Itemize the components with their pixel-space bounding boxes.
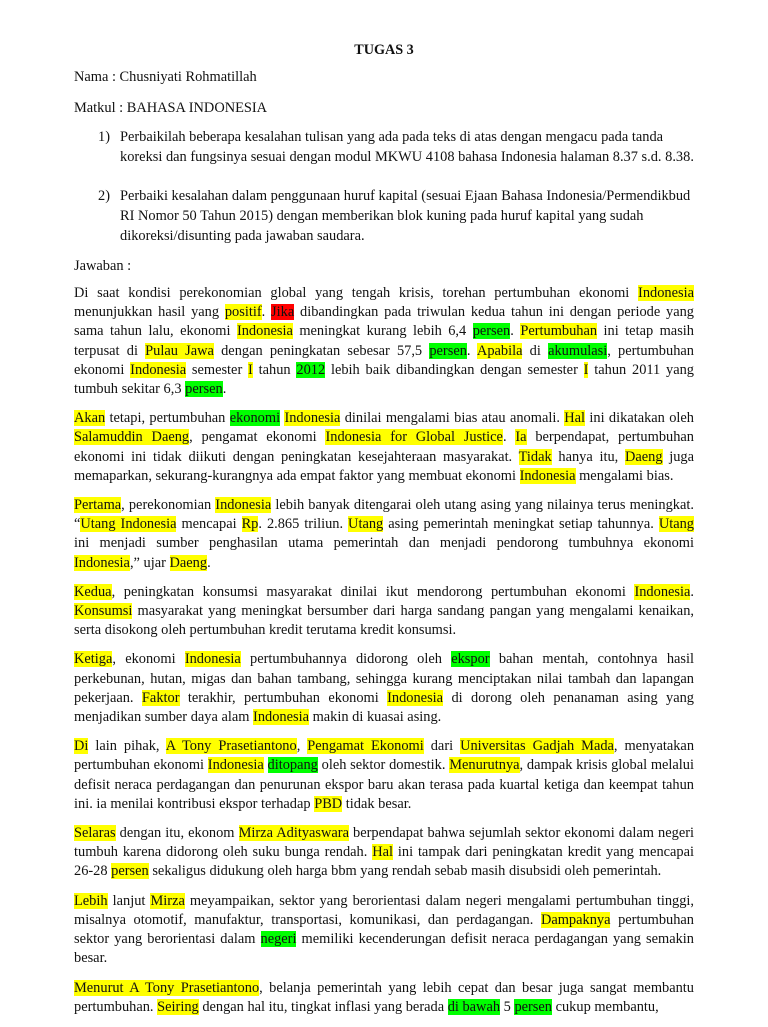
highlighted-word: Utang Indonesia [80,516,177,533]
text-run: , belanja pemerintah yang lebih cepat dan besar juga sangat membantu pertumbuhan. [74,979,694,1015]
text-run: terakhir, pertumbuhan ekonomi [179,689,388,706]
highlighted-word: I [248,361,253,378]
text-run: menunjukkan hasil yang [74,304,225,321]
highlighted-word: Seiring [157,998,199,1015]
text-run: dengan peningkatan sebesar 57,5 [213,342,430,359]
highlighted-word: negeri [260,931,297,948]
task-number: 2) [98,188,110,204]
highlighted-word: ekspor [451,651,490,668]
student-name: Nama : Chusniyati Rohmatillah [74,69,257,85]
highlighted-word: Pengamat Ekonomi [307,738,424,755]
text-run: lebih baik dibandingkan dengan semester [325,361,584,378]
highlighted-word: Indonesia [215,497,272,514]
text-run: ini menjadi sumber penghasilan utama pemerintah dan menjadi pendorong tumbuhnya ekonomi [74,535,694,552]
text-run: Di saat kondisi perekonomian global yang tengah krisis, torehan pertumbuhan ekonomi [74,285,639,301]
highlighted-word: Hal [372,844,394,861]
highlighted-word: Utang [658,516,694,533]
text-run: meningkat kurang lebih 6,4 [292,323,473,340]
highlighted-word: A Tony Prasetiantono [165,738,297,755]
highlighted-word: Hal [564,410,586,427]
highlighted-word: akumulasi [548,342,608,359]
highlighted-word: Indonesia [184,651,241,668]
text-run: dengan hal itu, tingkat inflasi yang berada [198,998,448,1015]
text-run: pertumbuhannya didorong oleh [240,651,452,668]
highlighted-word: Indonesia [74,554,130,571]
answer-paragraph [74,409,694,486]
highlighted-word: PBD [314,795,343,812]
highlighted-word: Tidak [518,448,552,465]
highlighted-word: Universitas Gadjah Mada [460,738,614,755]
text-run: dibandingkan pada triwulan kedua tahun ini dengan periode yang sama tahun lalu, ekonomi [74,304,694,340]
answer-paragraph [74,824,694,882]
highlighted-word: Mirza Adityaswara [238,825,349,842]
text-run: sekaligus didukung oleh harga bbm yang rendah sebab masih disubsidi oleh pemerintah. [148,863,662,880]
text-run: , peningkatan konsumsi masyarakat dinilai ikut mendorong pertumbuhan ekonomi [111,583,635,600]
highlighted-word: Daeng [624,448,663,465]
highlighted-word: ditopang [267,757,318,774]
highlighted-word: persen [472,323,511,340]
highlighted-word: Indonesia [387,689,444,706]
highlighted-word: persen [514,998,552,1015]
text-run: ini tetap masih terpusat di [74,323,694,359]
highlighted-word: Salamuddin Daeng [74,429,190,446]
task-number: 1) [98,129,110,145]
highlighted-word: ekonomi [229,410,281,427]
highlighted-word: Pertumbuhan [520,323,598,340]
text-run: di dorong oleh penanaman asing yang menjadikan sumber daya alam [74,689,694,726]
text-run: , perekonomian [121,497,216,514]
text-run: , dampak krisis global melalui defisit neraca perdagangan dan penurunan ekspor baru akan terasa pada kuartal ketiga dan keempat tahun ini. ia menilai kontribusi ekspor terhadap [74,757,694,812]
text-run: , menyatakan pertumbuhan ekonomi [74,738,695,774]
text-run: juga memaparkan, sekurang-kurangnya ada empat faktor yang membuat ekonomi [74,448,694,484]
highlighted-word: Ketiga [74,651,113,668]
text-run: lain pihak, [88,738,166,755]
highlighted-word: di bawah [447,998,501,1015]
text-run: dinilai mengalami bias atau anomali. [340,410,565,427]
text-run: lebih banyak ditengarai oleh utang asing yang nilainya terus meningkat. “ [74,497,694,533]
highlighted-word: Mirza [150,892,185,909]
text-run: dari [423,738,461,755]
text-run: berpendapat, pertumbuhan ekonomi ini tidak diikuti dengan peningkatan kesejahteraan masyarakat. [74,429,694,465]
highlighted-word: Konsumsi [74,603,133,620]
text-run: , [296,738,308,755]
answer-paragraph [74,737,694,814]
answer-paragraph [74,284,694,399]
highlighted-word: Jika [271,304,295,321]
text-run: hanya itu, [551,448,625,465]
highlighted-word: Indonesia [284,410,341,427]
text-run: meyampaikan, sektor yang berorientasi dalam negeri mengalami pertumbuhan tinggi, misalnya otomotif, manufaktur, transportasi, komunikasi, dan perdagangan. [74,892,694,928]
highlighted-word: Faktor [141,689,180,706]
text-run: masyarakat yang meningkat bersumber dari harga sandang pangan yang mengalami kenaikan, serta disokong oleh pertumbuhan kredit terutama kredit konsumsi. [74,603,694,639]
text-run: . [261,304,272,321]
answer-body [74,284,694,1027]
answer-label: Jawaban : [74,258,132,274]
text-run: asing pemerintah meningkat setiap tahunnya. [383,516,659,533]
text-run: . [502,429,516,446]
highlighted-word: Pertama [74,497,122,514]
text-run: . [690,583,694,600]
highlighted-word: Akan [74,410,106,427]
text-run: . 2.865 triliun. [258,516,349,533]
task-item [74,186,694,246]
answer-paragraph [74,583,694,641]
text-run: ini tampak dari peningkatan kredit yang mencapai 26-28 [74,844,694,880]
highlighted-word: Indonesia [634,583,691,600]
highlighted-word: Menurutnya [449,757,520,774]
highlighted-word: Indonesia for Global Justice [325,429,503,446]
text-run: , pertumbuhan ekonomi [74,342,694,378]
text-run: semester [186,361,249,378]
text-run: cukup membantu, [552,998,659,1015]
text-run: memiliki kecenderungan defisit neraca perdagangan yang semakin besar. [74,931,694,967]
text-run: 5 [500,998,515,1015]
text-run: bahan mentah, contohnya hasil perkebunan, hutan, migas dan bahan tambang, sehingga kurang menciptakan nilai tambah dan lapangan pekerjaan. [74,651,694,706]
highlighted-word: persen [185,381,223,398]
text-run: mengalami bias. [575,467,674,484]
highlighted-word: Indonesia [207,757,264,774]
text-run: lanjut [107,892,151,909]
task-text: Perbaiki kesalahan dalam penggunaan huruf kapital (sesuai Ejaan Bahasa Indonesia/Permendikbud RI Nomor 50 Tahun 2015) dengan memberikan blok kuning pada huruf kapital yang sudah dikoreksi/disunting pada jawaban saudara. [120,188,691,244]
highlighted-word: Dampaknya [540,911,611,928]
text-run: ini dikatakan oleh [585,410,694,427]
text-run: tetapi, pertumbuhan [105,410,230,427]
highlighted-word: Apabila [476,342,523,359]
answer-paragraph [74,979,694,1017]
text-run: mencapai [176,516,242,533]
text-run: tahun [252,361,297,378]
text-run: ,” ujar [129,554,170,571]
highlighted-word: Utang [348,516,384,533]
highlighted-word: Kedua [74,583,112,600]
course-name: Matkul : BAHASA INDONESIA [74,100,268,116]
highlighted-word: Selaras [74,825,116,842]
highlighted-word: Di [74,738,89,755]
task-item [74,127,694,167]
task-list [74,127,694,265]
task-text: Perbaikilah beberapa kesalahan tulisan yang ada pada teks di atas dengan mengacu pada tanda koreksi dan fungsinya sesuai dengan modul MKWU 4108 bahasa Indonesia halaman 8.37 s.d. 8.38. [120,129,694,165]
answer-paragraph [74,496,694,573]
highlighted-word: Rp [241,516,259,533]
text-run: dengan itu, ekonom [115,825,239,842]
text-run: , ekonomi [112,651,185,668]
text-run: pertumbuhan sektor yang berorientasi dalam [74,911,694,948]
highlighted-word: Ia [515,429,527,446]
text-run [264,757,268,773]
answer-paragraph [74,892,694,969]
text-run: oleh sektor domestik. [317,757,450,774]
text-run: tidak besar. [342,795,412,812]
highlighted-word: persen [429,342,467,359]
text-run: makin di kuasai asing. [308,709,442,726]
highlighted-word: Indonesia [638,285,694,301]
highlighted-word: Daeng [169,554,208,571]
highlighted-word: Pulau Jawa [145,342,214,359]
text-run: . [510,323,521,340]
highlighted-word: Indonesia [253,709,309,726]
text-run: . [466,342,477,359]
text-run: . [222,381,227,398]
highlighted-word: Menurut A Tony Prasetiantono [74,979,260,996]
text-run: berpendapat bahwa sejumlah sektor ekonomi dalam negeri tumbuh karena didorong oleh suku bunga rendah. [74,825,694,861]
highlighted-word: Indonesia [130,361,187,378]
highlighted-word: I [583,361,589,378]
answer-paragraph [74,650,694,727]
highlighted-word: 2012 [296,361,326,378]
text-run: . [207,554,211,571]
highlighted-word: Indonesia [519,467,576,484]
text-run: tahun 2011 yang tumbuh sekitar 6,3 [74,361,694,398]
highlighted-word: persen [111,863,149,880]
highlighted-word: positif [224,304,262,321]
document-title: TUGAS 3 [354,42,414,58]
text-run: di [522,342,549,359]
highlighted-word: Indonesia [236,323,293,340]
text-run: , pengamat ekonomi [189,429,326,446]
highlighted-word: Lebih [74,892,108,909]
